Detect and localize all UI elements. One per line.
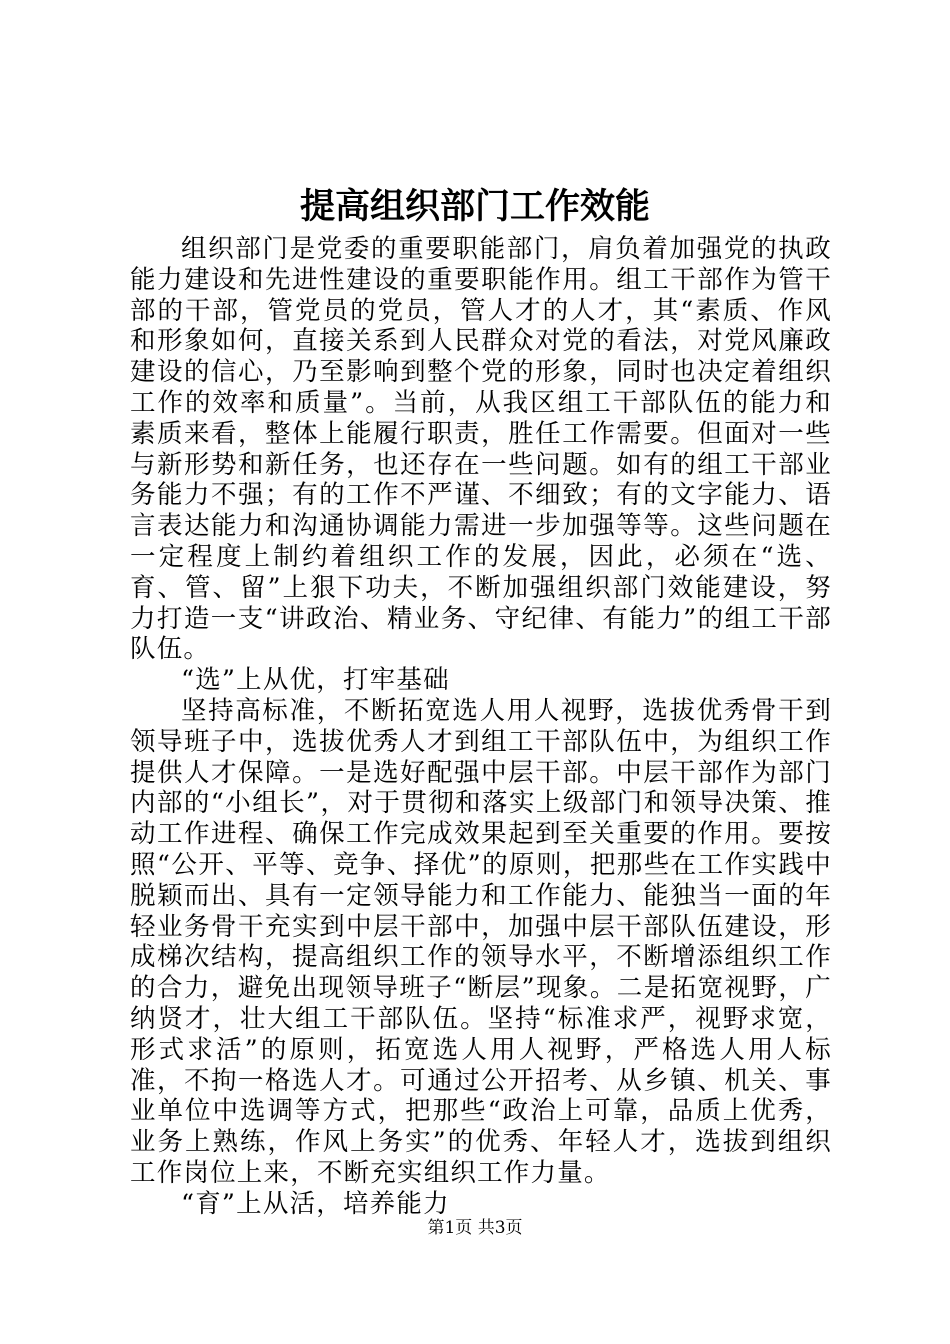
document-title: 提高组织部门工作效能 [299, 186, 650, 227]
document-body [130, 234, 832, 1220]
section-heading: “选”上从优，打牢基础 [181, 665, 450, 696]
section-heading: “育”上从活，培养能力 [181, 1188, 450, 1219]
page-footer: 第1页 共3页 [427, 1218, 523, 1238]
body-paragraph: 组织部门是党委的重要职能部门，肩负着加强党的执政能力建设和先进性建设的重要职能作用。组工干部作为管干部的干部，管党员的党员，管人才的人才，其“素质、作风和形象如何，直接关系到人民群众对党的看法，对党风廉政建设的信心，乃至影响到整个党的形象，同时也决定着组织工作的效率和质量”。当前，从我区组工干部队伍的能力和素质来看，整体上能履行职责，胜任工作需要。但面对一些与新形势和新任务，也还存在一些问题。如有的组工干部业务能力不强；有的工作不严谨、不细致；有的文字能力、语言表达能力和沟通协调能力需进一步加强等等。这些问题在一定程度上制约着组织工作的发展，因此，必须在“选、育、管、留”上狠下功夫，不断加强组织部门效能建设，努力打造一支“讲政治、精业务、守纪律、有能力”的组工干部队伍。 [130, 234, 832, 665]
body-paragraph: 坚持高标准，不断拓宽选人用人视野，选拔优秀骨干到领导班子中，选拔优秀人才到组工干部队伍中，为组织工作提供人才保障。一是选好配强中层干部。中层干部作为部门内部的“小组长”，对于贯彻和落实上级部门和领导决策、推动工作进程、确保工作完成效果起到至关重要的作用。要按照“公开、平等、竞争、择优”的原则，把那些在工作实践中脱颖而出、具有一定领导能力和工作能力、能独当一面的年轻业务骨干充实到中层干部中，加强中层干部队伍建设，形成梯次结构，提高组织工作的领导水平，不断增添组织工作的合力，避免出现领导班子“断层”现象。二是拓宽视野，广纳贤才，壮大组工干部队伍。坚持“标准求严，视野求宽，形式求活”的原则，拓宽选人用人视野，严格选人用人标准，不拘一格选人才。可通过公开招考、从乡镇、机关、事业单位中选调等方式，把那些“政治上可靠，品质上优秀，业务上熟练，作风上务实”的优秀、年轻人才，选拔到组织工作岗位上来，不断充实组织工作力量。 [130, 695, 832, 1188]
